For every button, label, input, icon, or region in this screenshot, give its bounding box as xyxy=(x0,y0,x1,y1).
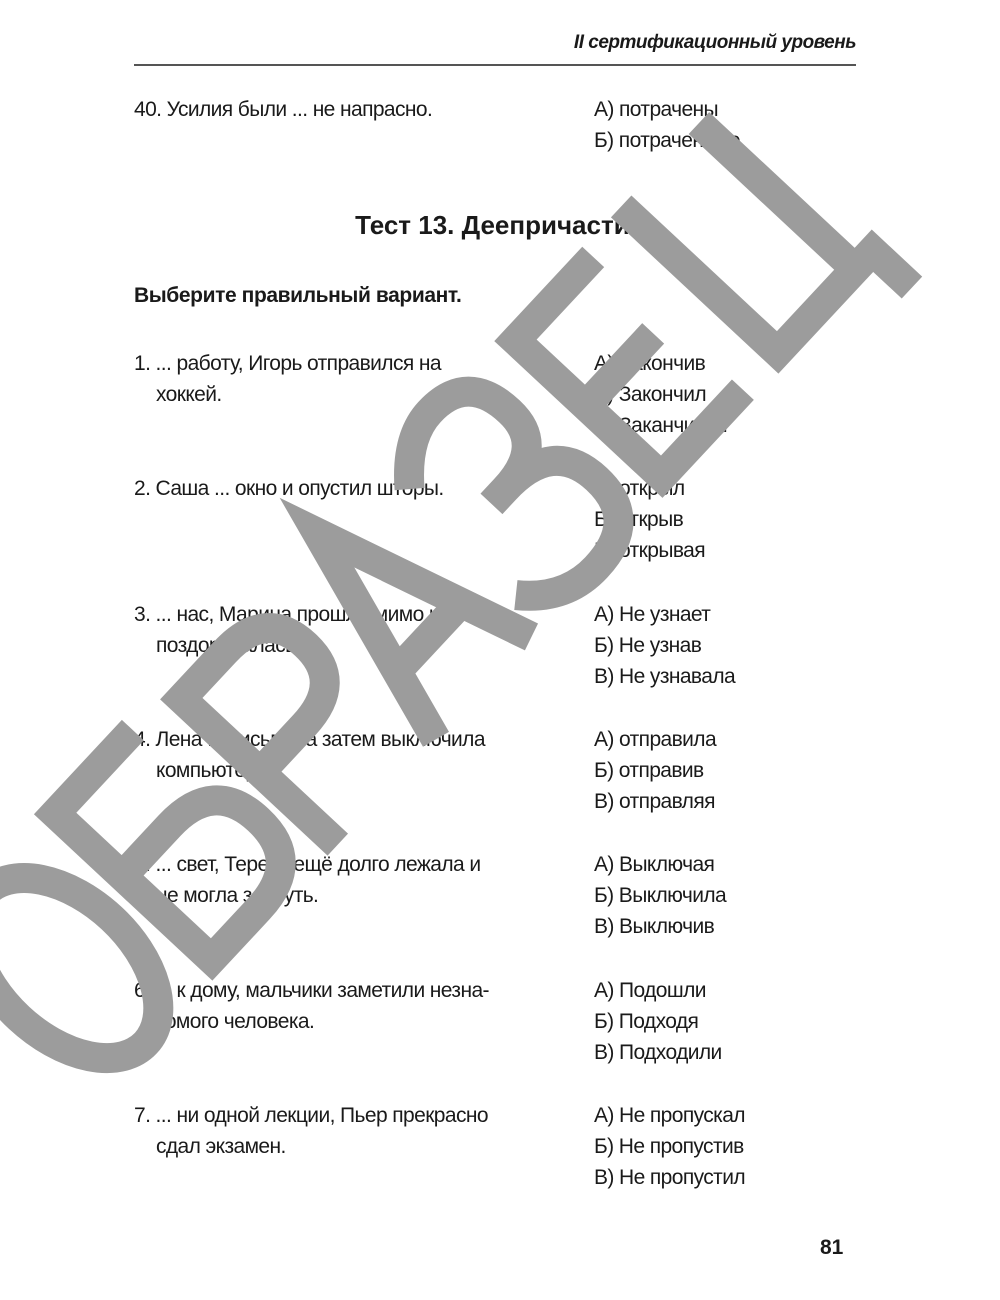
question-text: 4. Лена ... письмо, а затем выключила xyxy=(134,727,485,751)
option-b: Б) открыв xyxy=(594,508,684,532)
question-text: 1. ... работу, Игорь отправился на xyxy=(134,352,441,375)
question-text-continued: поздоровалась. xyxy=(156,633,301,657)
option-a: А) Не пропускал xyxy=(594,1103,745,1127)
question-text-continued: не могла заснуть. xyxy=(156,884,319,908)
question-text-continued: хоккей. xyxy=(156,383,222,406)
page-number: 81 xyxy=(820,1236,844,1259)
option-a: А) отправила xyxy=(594,727,717,751)
option-a: А) Не узнает xyxy=(594,602,711,626)
option-a: А) Выключая xyxy=(594,853,715,877)
header-rule xyxy=(134,64,856,66)
question-text: 7. ... ни одной лекции, Пьер прекрасно xyxy=(134,1103,488,1127)
question-number: 40. xyxy=(134,98,162,121)
option-a: А) Закончив xyxy=(594,352,706,375)
option-c: В) открывая xyxy=(594,539,706,563)
question-text: 6. ... к дому, мальчики заметили незна- xyxy=(134,978,489,1002)
option-b: Б) Не пропустив xyxy=(594,1134,744,1158)
option-b: Б) потраченные xyxy=(594,129,740,152)
option-c: В) Не узнавала xyxy=(594,664,736,688)
question-text-continued: сдал экзамен. xyxy=(156,1134,286,1158)
test-title: Тест 13. Деепричастия xyxy=(355,210,645,240)
question-text: 3. ... нас, Марина прошла мимо и не xyxy=(134,602,468,626)
question-text-continued: компьютер. xyxy=(156,758,262,782)
question-text: 5. ... свет, Тереза ещё долго лежала и xyxy=(134,853,481,877)
question-text: Усилия были ... не напрасно. xyxy=(166,98,433,121)
running-header: II сертификационный уровень xyxy=(573,32,856,53)
question-text-continued: комого человека. xyxy=(156,1009,315,1033)
question-text: 2. Саша ... окно и опустил шторы. xyxy=(134,477,444,501)
option-c: В) Выключив xyxy=(594,915,715,939)
option-b: Б) Подходя xyxy=(594,1009,699,1033)
option-c: В) Не пропустил xyxy=(594,1165,745,1189)
option-a: А) открыл xyxy=(594,477,685,501)
option-b: Б) отправив xyxy=(594,758,704,782)
option-a: А) Подошли xyxy=(594,978,706,1002)
option-c: В) Заканчивая xyxy=(594,414,727,437)
option-b: Б) Выключила xyxy=(594,884,727,908)
option-a: А) потрачены xyxy=(594,98,719,121)
option-c: В) отправляя xyxy=(594,789,715,813)
instruction: Выберите правильный вариант. xyxy=(134,284,462,307)
option-c: В) Подходили xyxy=(594,1040,722,1064)
option-b: Б) Закончил xyxy=(594,383,706,406)
option-b: Б) Не узнав xyxy=(594,633,702,657)
